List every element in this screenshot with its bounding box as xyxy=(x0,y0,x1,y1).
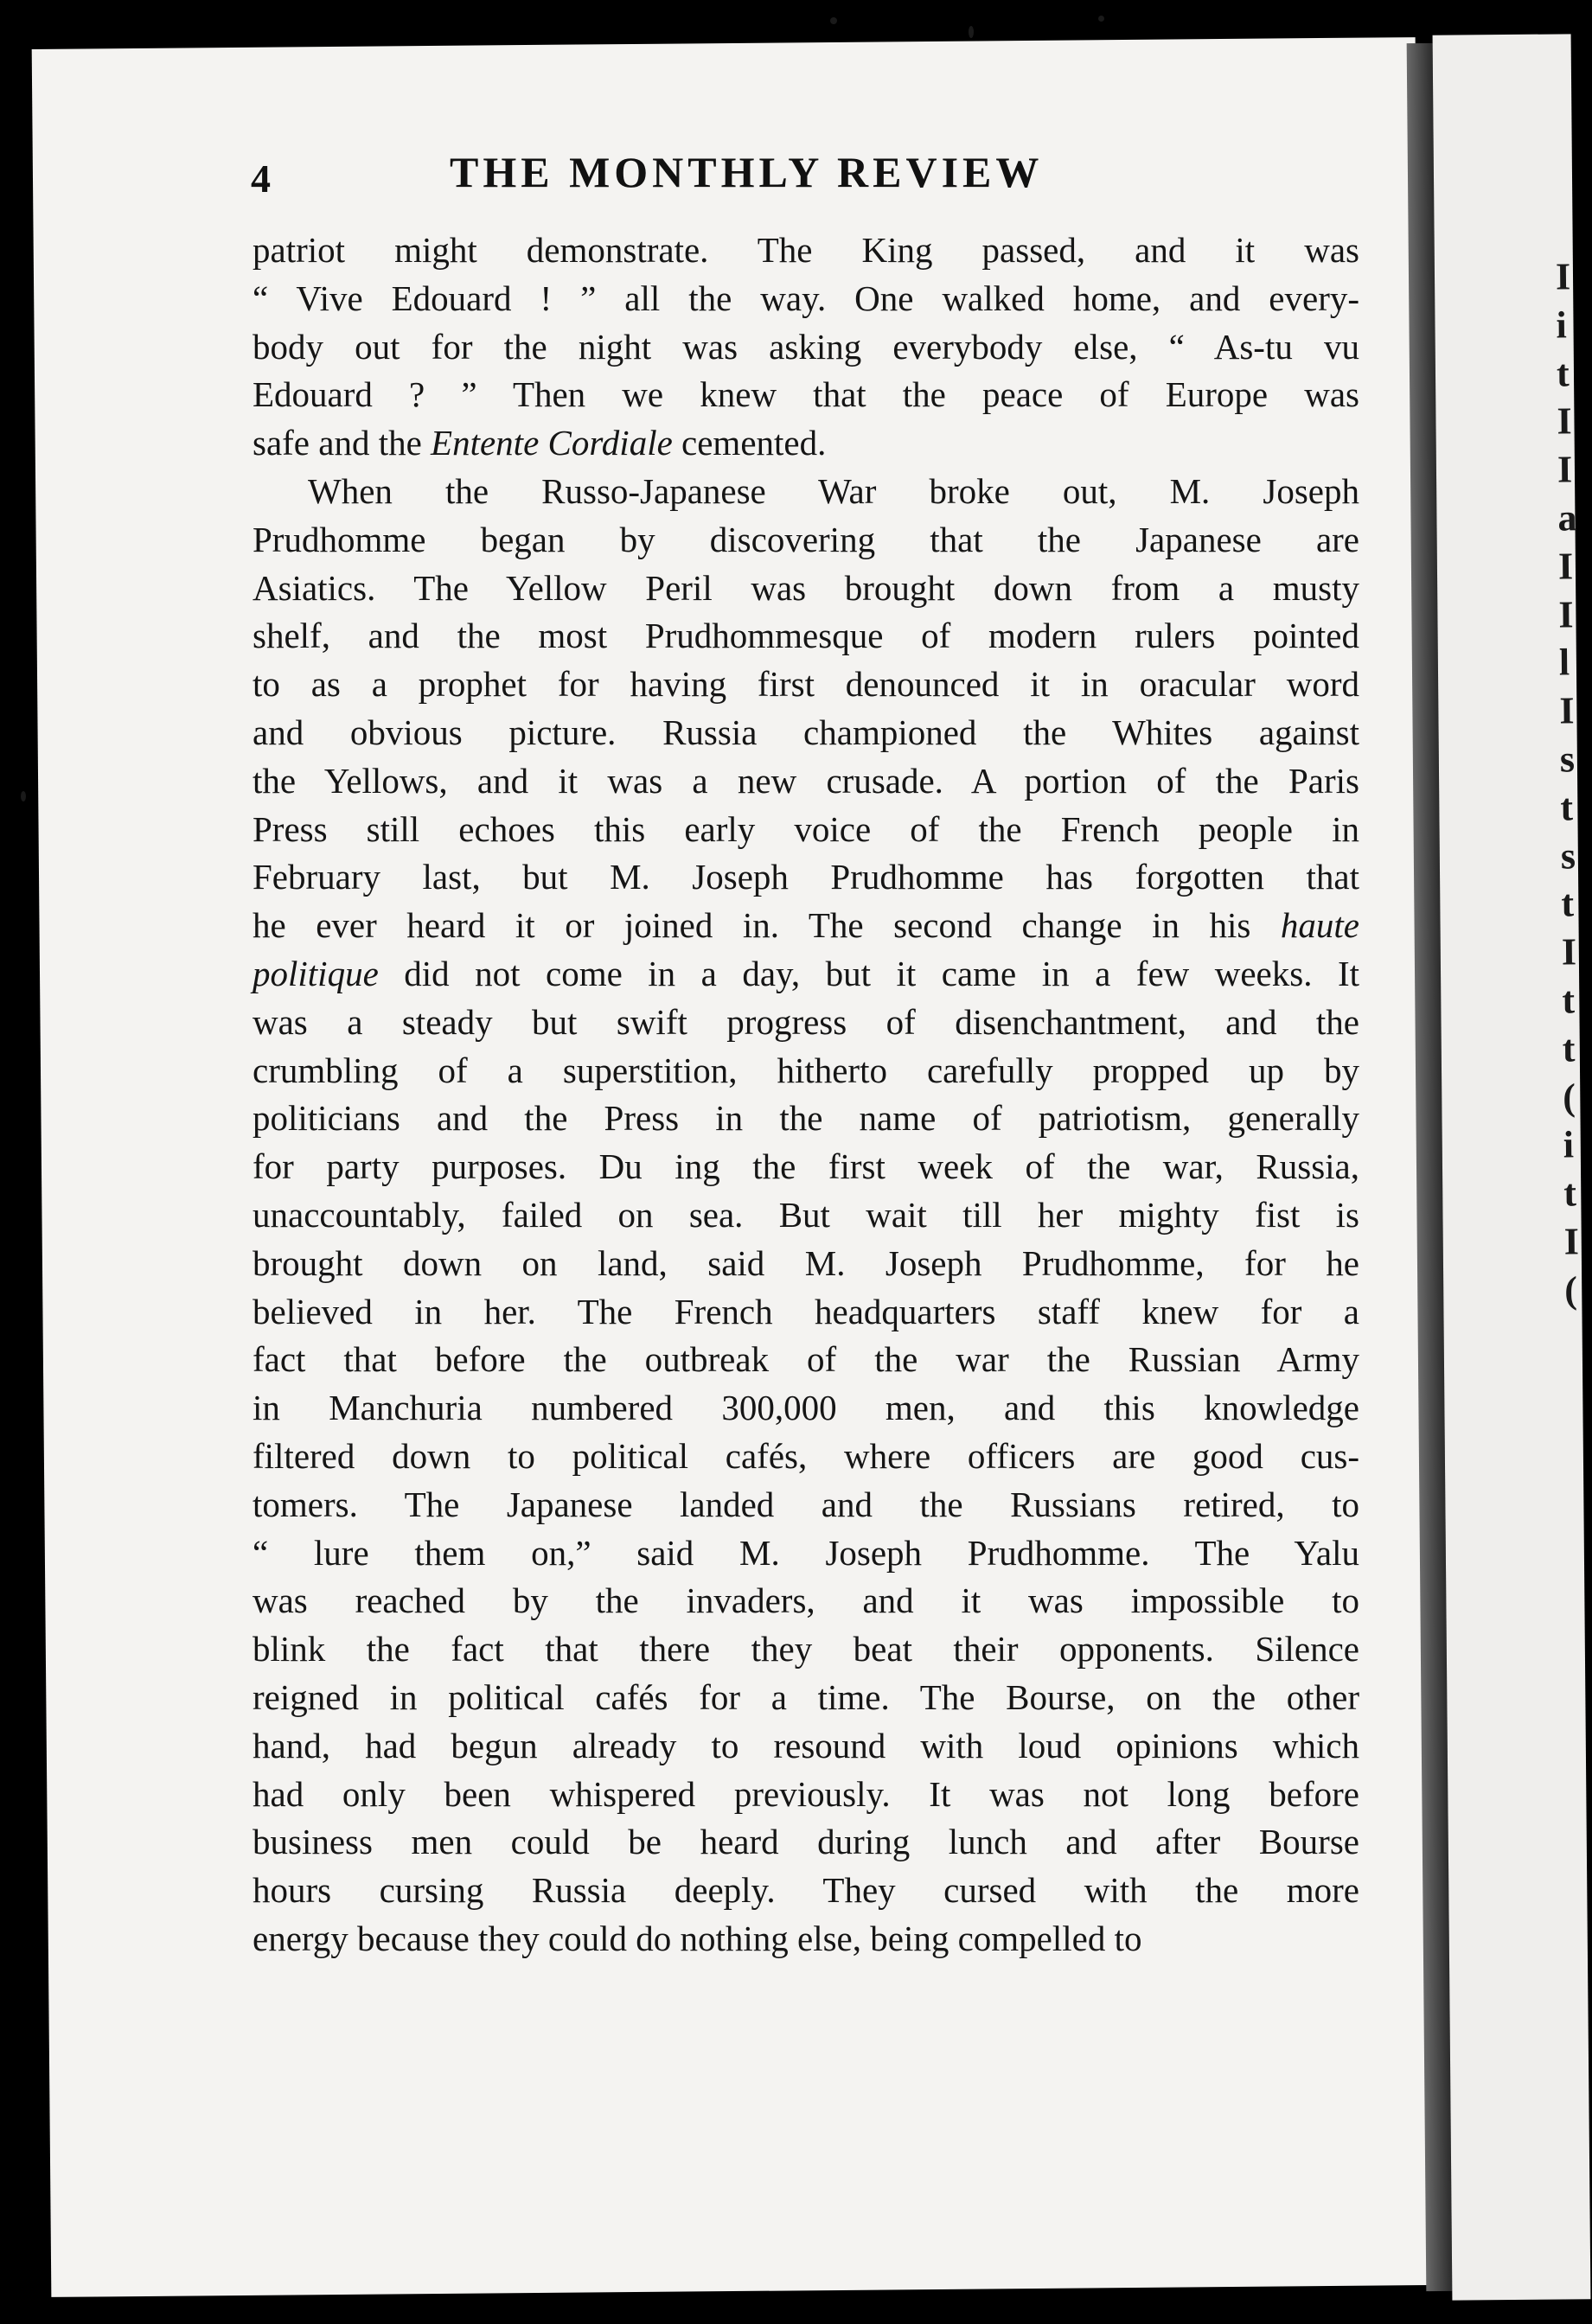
text-line: business men could be heard during lunch and after Bourse xyxy=(253,1822,1359,1862)
text-line: blink the fact that there they beat their opponents. Silence xyxy=(253,1629,1359,1670)
text-line: Prudhomme began by discovering that the Japanese are xyxy=(253,519,1359,559)
facing-page-fragment: t xyxy=(1561,882,1575,925)
facing-page-fragment: t xyxy=(1563,1172,1577,1215)
text-line: energy because they could do nothing else, being compelled to xyxy=(253,1918,1142,1958)
scan-speck xyxy=(21,791,26,801)
page-header xyxy=(251,147,1358,216)
text-line: Press still echoes this early voice of the French people in xyxy=(253,808,1359,849)
text-line: hours cursing Russia deeply. They cursed with the more xyxy=(253,1870,1359,1911)
facing-page-fragment: l xyxy=(1558,641,1570,684)
text-line: in Manchuria numbered 300,000 men, and this knowledge xyxy=(253,1388,1359,1428)
text-line: crumbling of a superstition, hitherto carefully propped up by xyxy=(253,1050,1359,1090)
facing-page-fragment: s xyxy=(1559,737,1576,781)
text-line: brought down on land, said M. Joseph Prudhomme, for he xyxy=(253,1242,1359,1283)
facing-page-fragment: i xyxy=(1556,303,1567,347)
text-line: to as a prophet for having first denounced it in oracular word xyxy=(253,664,1359,705)
facing-page-fragment: I xyxy=(1557,399,1572,443)
text-line: body out for the night was asking everybody else, “ As-tu vu xyxy=(253,326,1359,367)
text-line: and obvious picture. Russia championed the Whites against xyxy=(253,712,1359,752)
scan-speck xyxy=(830,17,837,24)
text-line: had only been whispered previously. It was not long before xyxy=(253,1773,1359,1814)
text-line: politicians and the Press in the name of patriotism, generally xyxy=(253,1098,1359,1139)
facing-page-fragment: I xyxy=(1563,1220,1580,1263)
text-line: Asiatics. The Yellow Peril was brought down from a musty xyxy=(253,567,1359,608)
facing-page-fragment: t xyxy=(1560,786,1574,829)
page-number: 4 xyxy=(251,156,271,201)
running-head: THE MONTHLY REVIEW xyxy=(450,148,1044,196)
facing-page-fragment: t xyxy=(1562,1027,1576,1070)
facing-page-fragment: i xyxy=(1563,1123,1575,1166)
facing-page-fragment: I xyxy=(1557,545,1574,588)
facing-page-fragment: I xyxy=(1555,255,1571,298)
text-line: fact that before the outbreak of the war the Russian Army xyxy=(253,1339,1359,1380)
facing-page-fragment: I xyxy=(1557,448,1573,491)
text-line: safe and the Entente Cordiale cemented. xyxy=(253,423,827,463)
scan-speck xyxy=(969,26,974,38)
facing-page-fragment: t xyxy=(1556,351,1570,395)
text-line: shelf, and the most Prudhommesque of modern rulers pointed xyxy=(253,616,1359,656)
facing-page-fragment: s xyxy=(1560,833,1576,878)
text-line: reigned in political cafés for a time. The Bourse, on the other xyxy=(253,1676,1359,1717)
text-line: filtered down to political cafés, where officers are good cus- xyxy=(253,1435,1359,1476)
text-line: “ lure them on,” said M. Joseph Prudhomme. The Yalu xyxy=(253,1532,1359,1573)
text-line: hand, had begun already to resound with loud opinions which xyxy=(253,1725,1359,1765)
facing-page-fragment: I xyxy=(1559,689,1575,732)
text-line: was reached by the invaders, and it was impossible to xyxy=(253,1580,1359,1621)
text-line: February last, but M. Joseph Prudhomme has forgotten that xyxy=(253,857,1359,897)
text-line: tomers. The Japanese landed and the Russians retired, to xyxy=(253,1484,1359,1524)
facing-page-fragment: I xyxy=(1558,592,1574,636)
text-line: patriot might demonstrate. The King passed, and it was xyxy=(253,230,1359,270)
text-line: unaccountably, failed on sea. But wait till her mighty fist is xyxy=(253,1194,1359,1235)
text-line: he ever heard it or joined in. The second change in his haute xyxy=(253,905,1359,946)
text-line: “ Vive Edouard ! ” all the way. One walked home, and every- xyxy=(253,278,1359,318)
text-line: was a steady but swift progress of disenchantment, and the xyxy=(253,1001,1359,1042)
facing-page-fragment: t xyxy=(1562,979,1576,1022)
facing-page-fragment: a xyxy=(1557,496,1577,540)
facing-page-fragment: ( xyxy=(1563,1075,1576,1119)
text-line: believed in her. The French headquarters staff knew for a xyxy=(253,1291,1359,1331)
text-line: for party purposes. Du ing the first week of the war, Russia, xyxy=(253,1146,1359,1187)
text-line: When the Russo-Japanese War broke out, M. Joseph xyxy=(308,470,1359,511)
facing-page-fragment: I xyxy=(1561,930,1577,974)
body-text xyxy=(253,227,1359,1963)
scan-speck xyxy=(1098,16,1104,22)
facing-page-edge xyxy=(1433,34,1591,2300)
text-line: politique did not come in a day, but it came in a few weeks. It xyxy=(253,953,1359,993)
text-line: the Yellows, and it was a new crusade. A portion of the Paris xyxy=(253,760,1359,801)
facing-page-fragment: ( xyxy=(1564,1268,1578,1312)
text-line: Edouard ? ” Then we knew that the peace of Europe was xyxy=(253,374,1359,415)
